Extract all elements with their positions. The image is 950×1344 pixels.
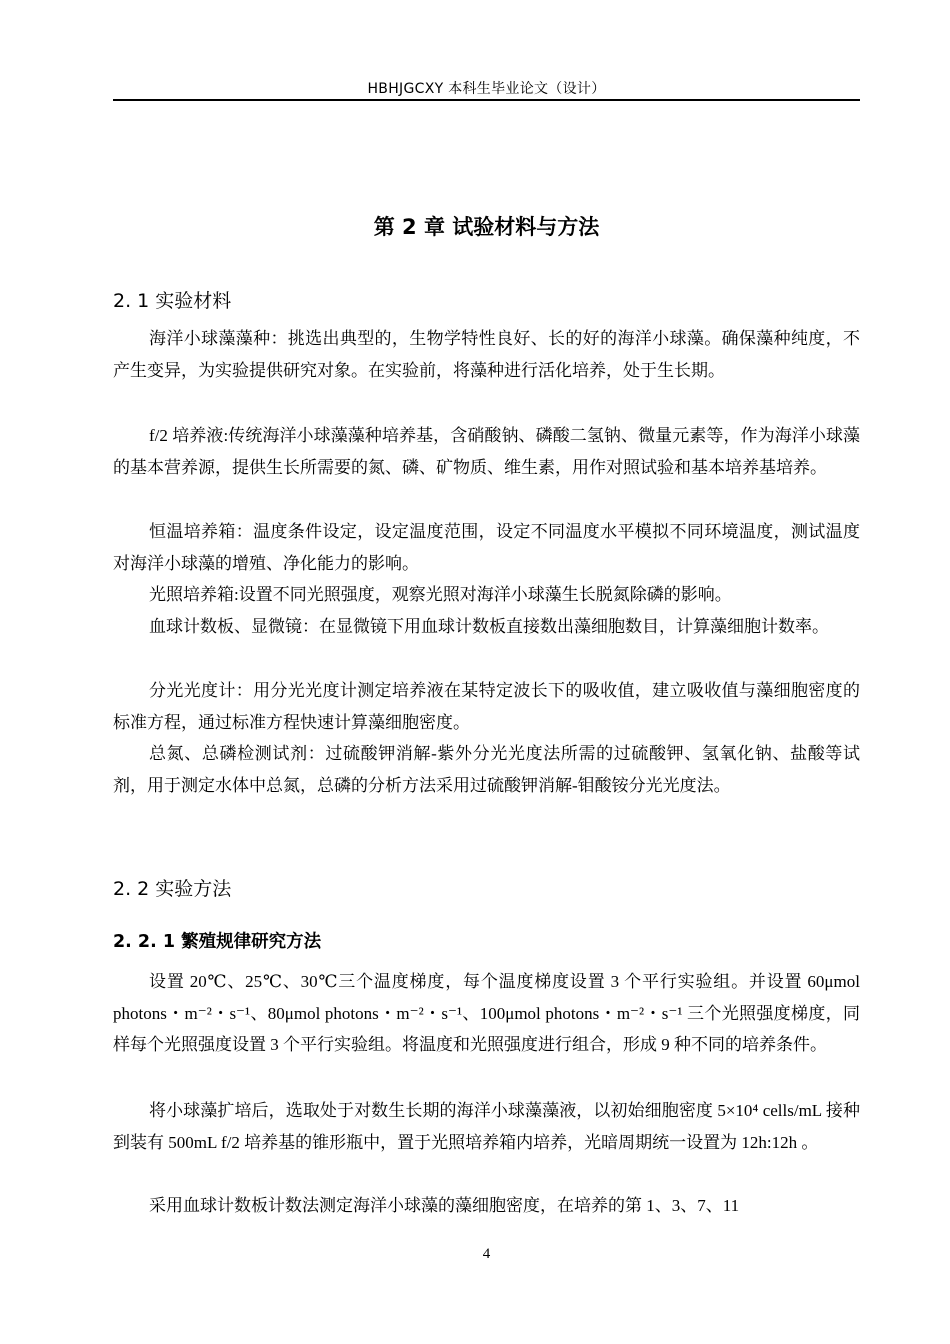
paragraph: f/2 培养液:传统海洋小球藻藻种培养基，含硝酸钠、磷酸二氢钠、微量元素等，作为海洋小球藻的基本营养源，提供生长所需要的氮、磷、矿物质、维生素，用作对照试验和基本培养基培养。 (113, 426, 860, 477)
section-heading-2-2: 2. 2 实验方法 (113, 878, 232, 900)
running-header: HBHJGCXY 本科生毕业论文（设计） (367, 81, 606, 97)
page-number: 4 (482, 1246, 491, 1262)
subsection-heading-2-2-1: 2. 2. 1 繁殖规律研究方法 (113, 932, 322, 952)
paragraph: 光照培养箱:设置不同光照强度，观察光照对海洋小球藻生长脱氮除磷的影响。 (149, 585, 732, 604)
paragraph: 将小球藻扩培后，选取处于对数生长期的海洋小球藻藻液，以初始细胞密度 5×10⁴ cells/mL 接种到装有 500mL f/2 培养基的锥形瓶中，置于光照培养箱内培养，光暗周期统一设置为 12h:12h 。 (113, 1101, 860, 1152)
paragraph: 设置 20℃、25℃、30℃三个温度梯度，每个温度梯度设置 3 个平行实验组。并设置 60μmol photons・m⁻²・s⁻¹、80μmol photons・m⁻²・s⁻¹、100μmol photons・m⁻²・s⁻¹ 三个光照强度梯度，同样每个光照强度设置 3 个平行实验组。将温度和光照强度进行组合，形成 9 种不同的培养条件。 (113, 972, 860, 1054)
paragraph: 总氮、总磷检测试剂：过硫酸钾消解-紫外分光光度法所需的过硫酸钾、氢氧化钠、盐酸等试剂，用于测定水体中总氮，总磷的分析方法采用过硫酸钾消解-钼酸铵分光光度法。 (113, 744, 860, 795)
header-divider (113, 99, 860, 101)
paragraph: 分光光度计：用分光光度计测定培养液在某特定波长下的吸收值，建立吸收值与藻细胞密度的标准方程，通过标准方程快速计算藻细胞密度。 (113, 681, 860, 732)
paragraph: 采用血球计数板计数法测定海洋小球藻的藻细胞密度，在培养的第 1、3、7、11 (149, 1196, 740, 1215)
chapter-title: 第 2 章 试验材料与方法 (373, 215, 600, 239)
paragraph: 恒温培养箱：温度条件设定，设定温度范围，设定不同温度水平模拟不同环境温度，测试温度对海洋小球藻的增殖、净化能力的影响。 (113, 522, 860, 573)
paragraph: 海洋小球藻藻种：挑选出典型的，生物学特性良好、长的好的海洋小球藻。确保藻种纯度，不产生变异，为实验提供研究对象。在实验前，将藻种进行活化培养，处于生长期。 (113, 329, 860, 380)
section-heading-2-1: 2. 1 实验材料 (113, 290, 232, 312)
paragraph: 血球计数板、显微镜：在显微镜下用血球计数板直接数出藻细胞数目，计算藻细胞计数率。 (149, 617, 829, 636)
